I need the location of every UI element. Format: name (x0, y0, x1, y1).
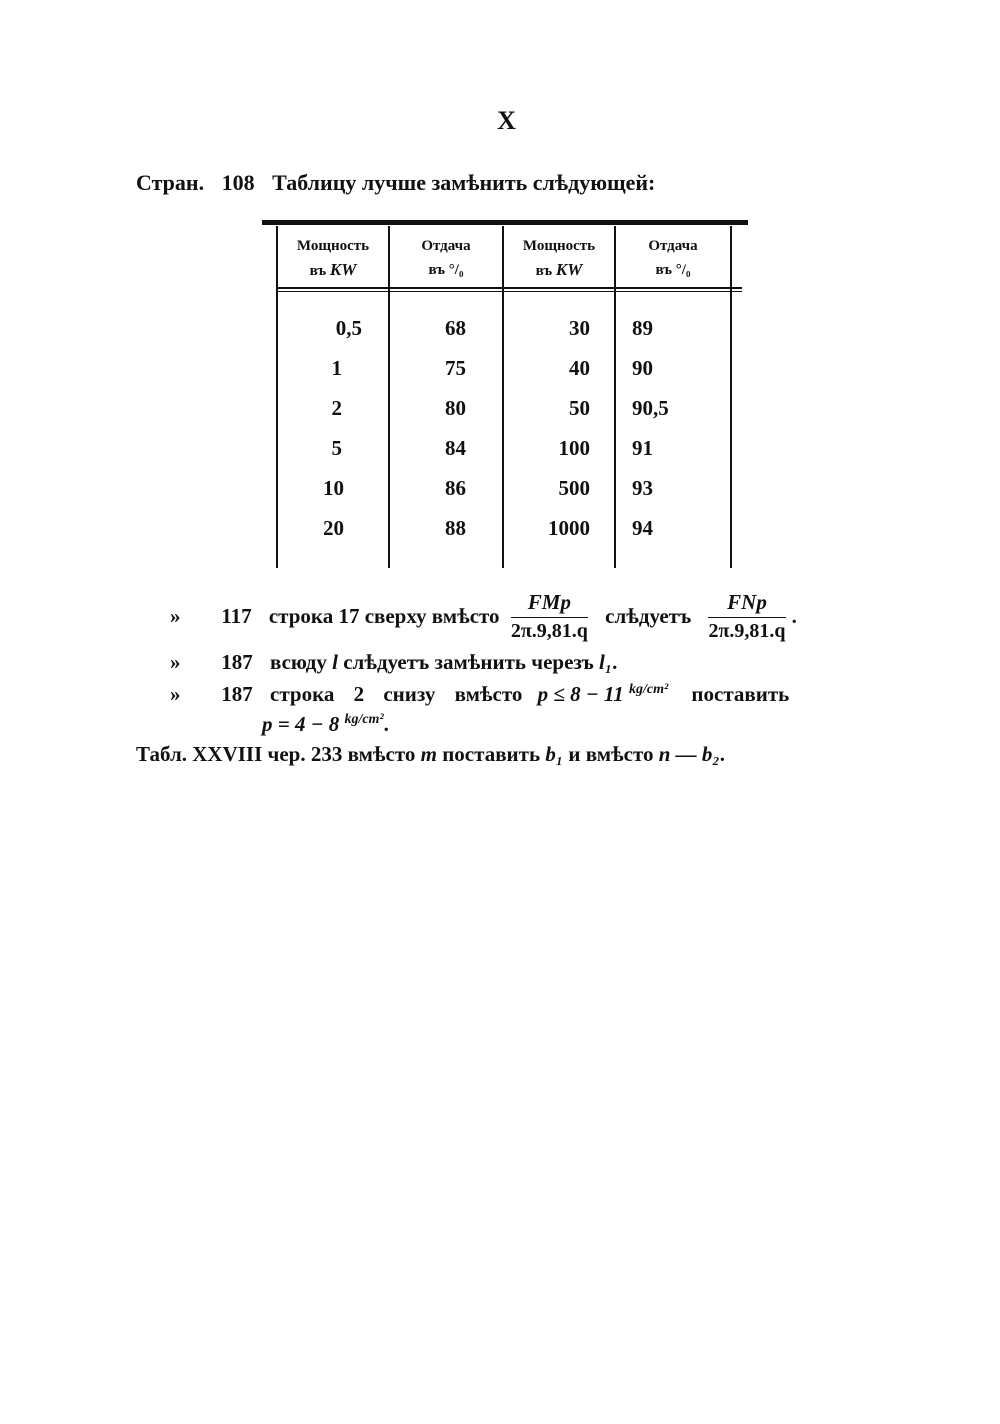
table-cell: 86 (445, 476, 466, 500)
fraction-old: $\frac{\text{FMp}}{2\pi.9,81.q}$ (510, 590, 588, 642)
table-cell: 90 (632, 356, 653, 380)
table-cell: 1 (331, 356, 342, 380)
fraction-new: $\frac{\text{FNp}}{2\pi.9,81.q}$ (708, 590, 786, 642)
header-cell: Отдача въ °/₀ (648, 238, 698, 278)
table-cell: 1000 (548, 516, 590, 540)
erratum-note-187-b-cont: p = 4 − 8 $^{kg/cm^2}$. (262, 712, 389, 736)
table-cell: 89 (632, 316, 653, 340)
table-cell: 93 (632, 476, 653, 500)
erratum-note-plate: Табл. XXVIII чер. 233 вмѣсто m поставить b₁ и вмѣсто n — b₂. (136, 742, 726, 766)
table-cell: 80 (445, 396, 466, 420)
page-number: X (497, 106, 517, 135)
table-cell: 20 (323, 516, 344, 540)
table-cell: 100 (558, 436, 590, 460)
intro-text: Таблицу лучше замѣнить слѣдующей: (272, 170, 656, 195)
header-cell: Мощность въ KW (296, 238, 370, 279)
table-cell: 10 (323, 476, 344, 500)
table-cell: 68 (445, 316, 466, 340)
table-cell: 75 (445, 356, 466, 380)
table-cell: 0,5 (335, 316, 362, 340)
header-rule (278, 287, 742, 289)
table-right-border (730, 226, 732, 568)
table-cell: 91 (632, 436, 653, 460)
table-cell: 50 (569, 396, 590, 420)
table-cell: 90,5 (632, 396, 669, 420)
erratum-note-117: » 117 строка 17 сверху вмѣсто $\frac{\text{FMp}}{2\pi.9,81.q}$ слѣдуетъ $\frac{\text{FNp}}{2\pi.9,81.q}$ . (170, 590, 797, 642)
table-cell: 2 (331, 396, 342, 420)
table-cell: 88 (445, 516, 466, 540)
table-cell: 30 (569, 316, 590, 340)
table-cell: 84 (445, 436, 466, 460)
table-top-rule (262, 220, 748, 225)
intro-prefix: Стран. (136, 170, 205, 195)
erratum-note-187-a: » 187 всюду l слѣдуетъ замѣнить черезъ l₁. (170, 650, 618, 674)
header-rule (278, 291, 742, 292)
table-cell: 500 (558, 476, 590, 500)
header-cell: Мощность въ KW (522, 238, 596, 279)
erratum-note-187-b: » 187 строка 2 снизу вмѣсто p ≤ 8 − 11 $^{kg/cm^2}$ поставить (170, 682, 790, 706)
table-cell: 94 (632, 516, 653, 540)
header-cell: Отдача въ °/₀ (421, 238, 471, 278)
efficiency-table (262, 220, 748, 568)
table-cell: 40 (569, 356, 590, 380)
intro-line (136, 170, 655, 196)
table-cell: 5 (331, 436, 342, 460)
intro-page: 108 (221, 170, 255, 195)
